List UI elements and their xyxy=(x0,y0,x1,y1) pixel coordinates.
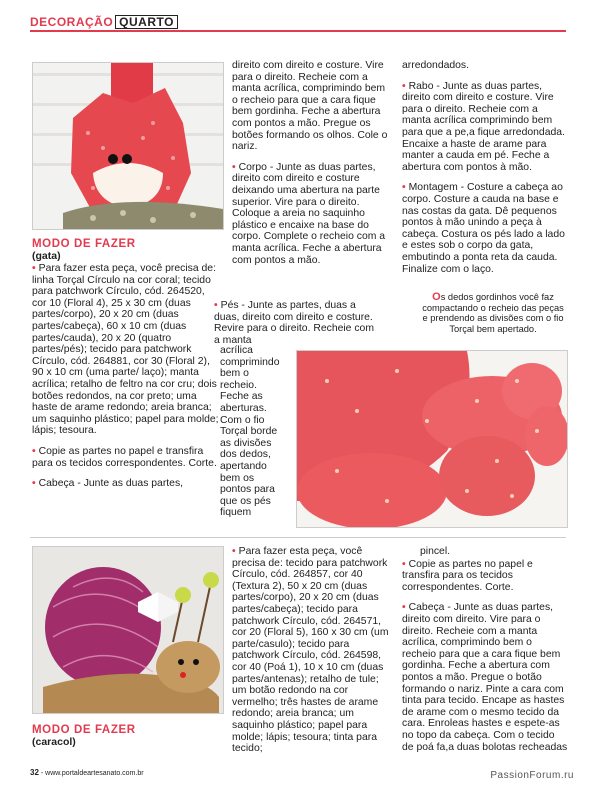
header-rule xyxy=(30,30,566,32)
pes-paragraph-top: • Pés - Junte as partes, duas a duas, direito com direito e costure. Revire para o direito. Recheie com a manta xyxy=(214,300,374,346)
paragraph: • Montagem - Costure a cabeça ao corpo. Costure a cauda na base e nas costas da gata. Dê pequenos pontos à mão unindo a peça à cabeça. Costura os pés lado a lado e estes sob o corpo da gata, embutindo a ponta reta da cauda. Finalize com o laço. xyxy=(402,182,565,275)
page-number: 32 xyxy=(30,768,39,777)
gata-subheading: (gata) xyxy=(32,250,61,262)
paragraph: • Cabeça - Junte as duas partes, direito com direito. Vire para o direito. Recheie com a manta acrílica, comprimindo bem o recheio para que a cara fique bem gordinha. Feche a abertura com pontos a mão. Pregue o botão formando o nariz. Pinte a cara com tinta para tecido. Encape as hastes de arame com o mesmo tecido da cara. Enroleas hastes e espete-as no topo da cabeça. Com o tecido de poá fa,a duas bolotas recheadas xyxy=(402,602,568,753)
modo-de-fazer-heading: MODO DE FAZER xyxy=(32,724,136,736)
cat-head-photo xyxy=(32,62,224,230)
snail-photo xyxy=(32,546,224,714)
modo-de-fazer-heading: MODO DE FAZER xyxy=(32,238,136,250)
paragraph: • Copie as partes no papel e transfira para os tecidos correspondentes. Corte. xyxy=(402,558,533,593)
paragraph: direito com direito e costure. Vire para o direito. Recheie com a manta acrílica, comprimindo bem o recheio para que a cara fique bem gordinha. Feche a abertura com pontos a mão. Pregue os botões formando os olhos. Cole o nariz. xyxy=(232,60,388,153)
site-url: www.portaldeartesanato.com.br xyxy=(45,770,144,777)
paragraph: pincel. xyxy=(420,546,451,557)
watermark: PassionForum.ru xyxy=(490,770,574,781)
page-footer: 32 - www.portaldeartesanato.com.br xyxy=(30,768,144,777)
paragraph: • Para fazer esta peça, você precisa de: linha Torçal Círculo na cor coral; tecido para patchwork Círculo, cód. 264520, cor 10 (Floral 4), 25 x 30 cm (duas partes/corpo), 20 x 20 cm (duas partes/cabeça), 60 x 10 cm (duas partes/cauda), 20 x 20 (quatro partes/pés); tecido para patchwork Círculo, cód. 264881, cor 30 (Floral 2), 90 x 10 cm (uma parte/ laço); manta acrílica; retalho de feltro na cor cru; dois botões redondos, na cor preto; uma haste de arame redondo; areia branca; um saquinho plástico; papel para molde; lápis; tesoura. xyxy=(32,263,219,437)
photo-caption: Os dedos gordinhos você faz compactando o recheio das peças e prendendo as divisões com o fio Torçal bem apertado. xyxy=(422,291,564,334)
paragraph: arredondados. xyxy=(402,60,470,71)
section-name: DECORAÇÃO xyxy=(30,15,114,29)
paragraph: • Corpo - Junte as duas partes, direito com direito e costure deixando uma abertura na parte superior. Vire para o direito. Coloque a areia no saquinho plástico e encaixe na base do corpo. Complete o recheio com a manta acrílica. Feche a abertura com pontos a mão. xyxy=(232,161,386,266)
paragraph: • Rabo - Junte as duas partes, direito com direito e costure. Vire para o direito. Recheie com a manta acrílica comprimindo bem para que a pe,a fique arredondada. Encaixe a haste de arame para manter a cauda em pé. Feche a abertura com pontos à mão. xyxy=(402,80,565,173)
pes-paragraph-rest: acrílica comprimindo bem o recheio. Feche as aberturas. Com o fio Torçal borde as divisões dos dedos, apertando bem os pontos para que os pés fiquem xyxy=(220,345,280,519)
caracol-subheading: (caracol) xyxy=(32,736,76,748)
section-header xyxy=(30,15,178,29)
gata-instructions-col2 xyxy=(232,60,392,275)
section-tag: QUARTO xyxy=(115,15,178,29)
paragraph: • Para fazer esta peça, você precisa de: tecido para patchwork Círculo, cód. 264857, cor 40 (Textura 2), 50 x 20 cm (duas partes/corpo), 20 x 20 cm (duas partes/cabeça); tecido para patchwork Círculo, cód. 264571, cor 20 (Floral 5), 160 x 30 cm (um parte/casulo); tecido para patchwork Círculo, cód. 264598, cor 40 (Poá 1), 10 x 10 cm (duas partes/antenas); retalho de tule; um botão redondo na cor vermelho; três hastes de arame redondo; areia branca; um saquinho plástico; papel para molde; lápis; tesoura; tinta para tecido; xyxy=(232,546,389,755)
caracol-heading-block xyxy=(32,724,222,748)
cat-feet-photo xyxy=(296,350,568,528)
paragraph: • Copie as partes no papel e transfira para os tecidos correspondentes. Corte. xyxy=(32,445,217,469)
gata-instructions-col1 xyxy=(32,238,222,499)
section-divider xyxy=(30,537,566,538)
paragraph: • Cabeça - Junte as duas partes, xyxy=(32,478,184,490)
caracol-instructions-col3 xyxy=(402,546,568,762)
caracol-instructions-col2 xyxy=(232,546,392,764)
gata-instructions-col3 xyxy=(402,60,568,284)
